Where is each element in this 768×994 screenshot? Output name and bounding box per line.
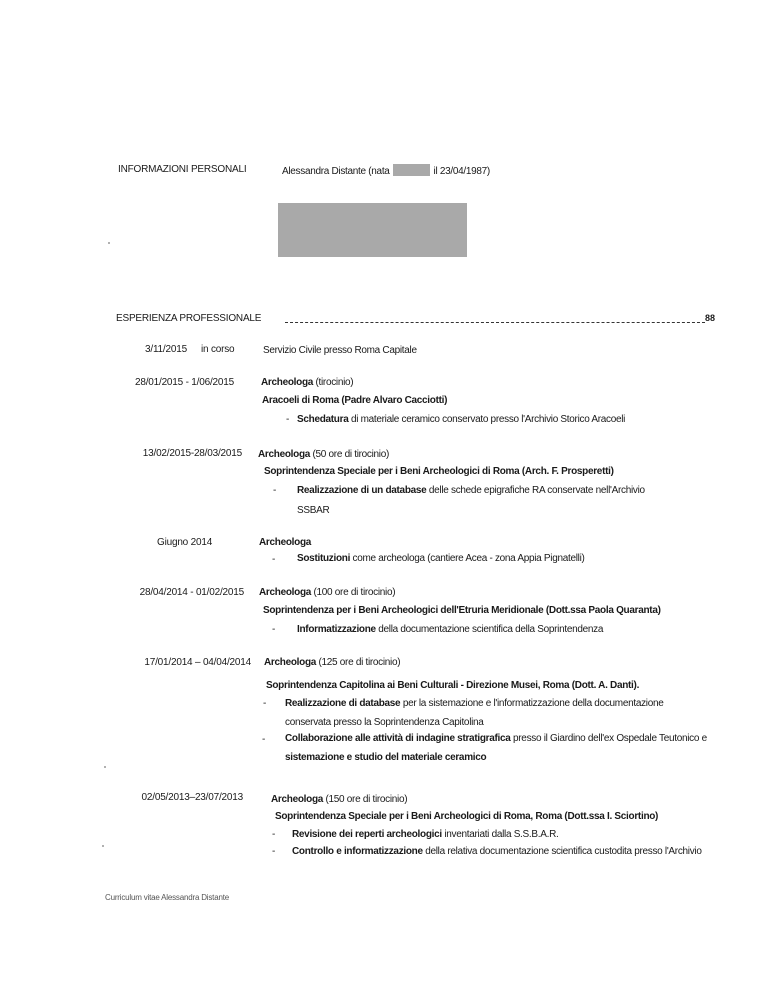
entry-date: Giugno 2014	[157, 537, 213, 548]
entry-title-note: (125 ore di tirocinio)	[318, 657, 401, 668]
page-footer: Curriculum vitae Alessandra Distante	[105, 893, 229, 902]
name-prefix: Alessandra Distante (nata	[282, 166, 390, 177]
entry-title-line	[261, 377, 353, 388]
bullet-text	[297, 485, 645, 496]
redacted-birthplace	[393, 164, 430, 176]
redacted-contact-block	[278, 203, 467, 257]
bullet-bold: Informatizzazione	[297, 624, 376, 635]
entry-title-line	[259, 587, 395, 598]
section-marker: 88	[705, 313, 716, 323]
entry-title-note: (tirocinio)	[315, 377, 354, 388]
name-line	[282, 164, 490, 177]
entry-date: 3/11/2015	[145, 344, 187, 355]
bullet-rest: inventariati dalla S.S.B.A.R.	[444, 829, 559, 840]
scan-speck	[102, 845, 104, 847]
entry-title-line	[264, 657, 400, 668]
entry-date: 13/02/2015-28/03/2015	[142, 448, 242, 459]
bullet-bold: Realizzazione di un database	[297, 485, 427, 496]
entry-title-note: (150 ore di tirocinio)	[325, 794, 408, 805]
entry-title: Servizio Civile presso Roma Capitale	[263, 345, 417, 356]
scan-speck	[108, 242, 110, 244]
bullet-text	[292, 829, 558, 840]
bullet-rest: delle schede epigrafiche RA conservate nell'Archivio	[428, 485, 645, 496]
entry-title-line	[258, 449, 389, 460]
bullet-symbol: -	[273, 485, 277, 496]
bullet-rest: di materiale ceramico conservato presso l'Archivio Storico Aracoeli	[350, 414, 626, 425]
entry-date: 17/01/2014 – 04/04/2014	[144, 657, 251, 668]
bullet-continuation: conservata presso la Soprintendenza Capitolina	[285, 717, 484, 728]
entry-title-note: (50 ore di tirocinio)	[312, 449, 390, 460]
bullet-rest: della documentazione scientifica della Soprintendenza	[378, 624, 604, 635]
entry-date: 02/05/2013–23/07/2013	[141, 792, 243, 803]
bullet-rest: presso il Giardino dell'ex Ospedale Teutonico e	[513, 733, 707, 744]
bullet-symbol: -	[272, 624, 276, 635]
bullet-symbol: -	[272, 829, 276, 840]
bullet-bold: Sostituzioni	[297, 553, 351, 564]
bullet-continuation: SSBAR	[297, 505, 330, 516]
bullet-text	[285, 733, 707, 744]
bullet-text	[292, 846, 702, 857]
bullet-rest: della relativa documentazione scientifica custodita presso l'Archivio	[425, 846, 702, 857]
bullet-symbol: -	[262, 734, 266, 745]
bullet-bold: Realizzazione di database	[285, 698, 401, 709]
entry-title: Archeologa	[258, 449, 311, 460]
bullet-text	[297, 414, 625, 425]
bullet-symbol: -	[272, 846, 276, 857]
entry-org: Soprintendenza Capitolina ai Beni Culturali - Direzione Musei, Roma (Dott. A. Danti).	[266, 680, 640, 691]
entry-title: Archeologa	[264, 657, 317, 668]
scan-speck	[104, 766, 106, 768]
section-divider	[285, 322, 705, 323]
entry-date: 28/04/2014 - 01/02/2015	[139, 587, 244, 598]
bullet-bold: Schedatura	[297, 414, 349, 425]
entry-title: Archeologa	[259, 587, 312, 598]
bullet-symbol: -	[272, 554, 276, 565]
bullet-bold: Revisione dei reperti archeologici	[292, 829, 442, 840]
entry-title: Archeologa	[271, 794, 324, 805]
bullet-text	[285, 698, 664, 709]
entry-org: Aracoeli di Roma (Padre Alvaro Cacciotti)	[262, 395, 448, 406]
entry-title-line	[271, 794, 407, 805]
entry-title-note: (100 ore di tirocinio)	[313, 587, 396, 598]
bullet-text	[297, 624, 603, 635]
entry-date: 28/01/2015 - 1/06/2015	[134, 377, 234, 388]
name-suffix: il 23/04/1987)	[433, 166, 490, 177]
bullet-rest: come archeologa (cantiere Acea - zona Appia Pignatelli)	[352, 553, 585, 564]
entry-date-extra: in corso	[201, 344, 235, 355]
entry-org: Soprintendenza Speciale per i Beni Archeologici di Roma (Arch. F. Prosperetti)	[264, 466, 614, 477]
professional-experience-label: ESPERIENZA PROFESSIONALE	[116, 313, 262, 324]
bullet-symbol: -	[263, 698, 267, 709]
entry-org: Soprintendenza per i Beni Archeologici dell'Etruria Meridionale (Dott.ssa Paola Quaranta)	[263, 605, 661, 616]
entry-title: Archeologa	[261, 377, 314, 388]
bullet-symbol: -	[286, 414, 290, 425]
entry-title: Archeologa	[259, 537, 312, 548]
personal-info-label: INFORMAZIONI PERSONALI	[118, 164, 247, 175]
entry-org: Soprintendenza Speciale per i Beni Archeologici di Roma, Roma (Dott.ssa I. Sciortino)	[275, 811, 659, 822]
bullet-text	[297, 553, 585, 564]
bullet-continuation: sistemazione e studio del materiale ceramico	[285, 752, 487, 763]
bullet-bold: Collaborazione alle attività di indagine stratigrafica	[285, 733, 511, 744]
bullet-rest: per la sistemazione e l'informatizzazione della documentazione	[402, 698, 664, 709]
bullet-bold: Controllo e informatizzazione	[292, 846, 423, 857]
